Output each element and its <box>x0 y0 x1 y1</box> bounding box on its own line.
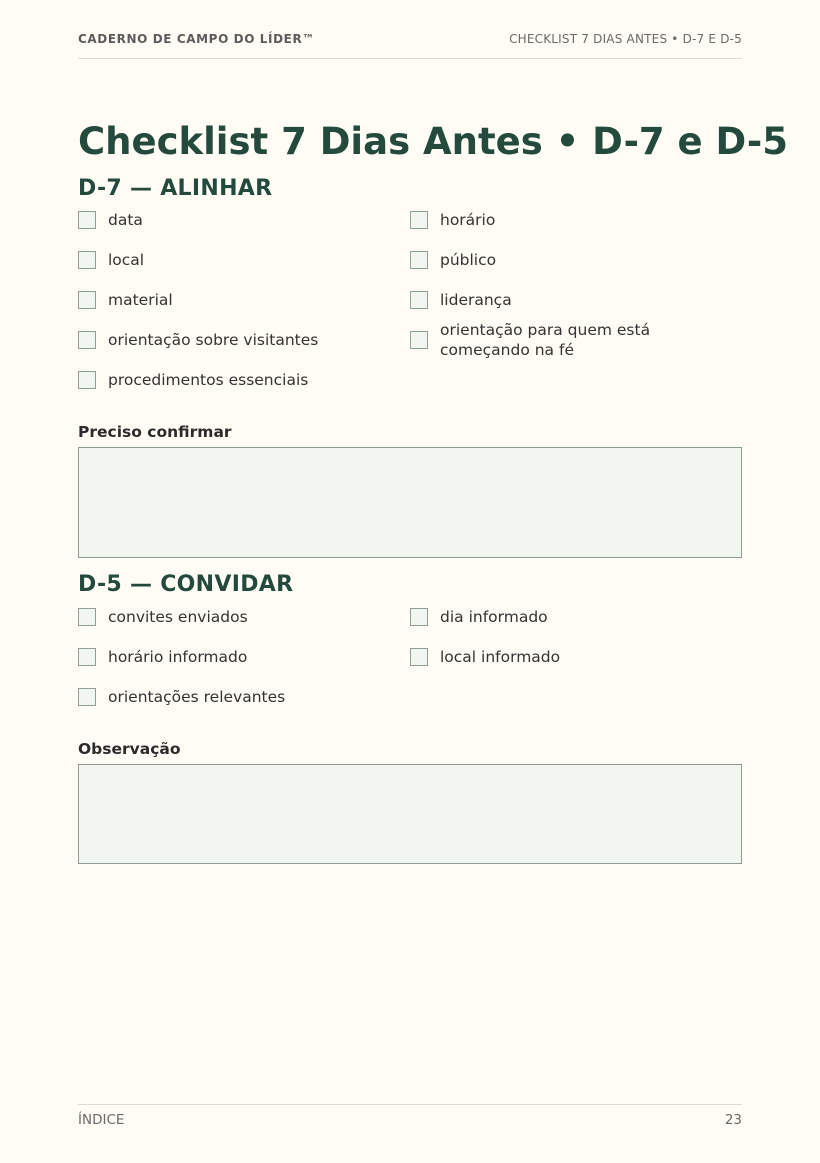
checklist-item-horario[interactable] <box>410 210 495 230</box>
page-title: Checklist 7 Dias Antes • D-7 e D-5 <box>78 120 789 163</box>
notes-field-preciso-confirmar[interactable] <box>78 447 742 558</box>
checklist-item-label: orientação sobre visitantes <box>108 331 319 349</box>
checkbox[interactable] <box>78 291 96 309</box>
checklist-item-procedimentos[interactable] <box>78 370 308 390</box>
page-footer <box>78 1104 742 1128</box>
notes-label-preciso-confirmar: Preciso confirmar <box>78 423 232 441</box>
checkbox[interactable] <box>410 291 428 309</box>
section-heading-d7: D-7 — ALINHAR <box>78 176 273 201</box>
checkbox[interactable] <box>78 371 96 389</box>
checklist-item-lideranca[interactable] <box>410 290 512 310</box>
checklist-item-data[interactable] <box>78 210 143 230</box>
checklist-item-label: orientações relevantes <box>108 688 286 706</box>
checklist-item-material[interactable] <box>78 290 173 310</box>
checklist-item-orientacao-visitantes[interactable] <box>78 330 318 350</box>
checklist-item-local[interactable] <box>78 250 144 270</box>
footer-index-link[interactable]: ÍNDICE <box>78 1112 125 1128</box>
checklist-item-label: horário <box>440 211 496 229</box>
checklist-item-publico[interactable] <box>410 250 496 270</box>
checkbox[interactable] <box>410 608 428 626</box>
checkbox[interactable] <box>410 331 428 349</box>
checklist-item-local-informado[interactable] <box>410 647 560 667</box>
checkbox[interactable] <box>78 331 96 349</box>
checklist-item-label: material <box>108 291 173 309</box>
checkbox[interactable] <box>78 648 96 666</box>
checklist-item-orientacoes[interactable] <box>78 687 285 707</box>
checklist-item-label: local <box>108 251 145 269</box>
checklist-item-horario-informado[interactable] <box>78 647 247 667</box>
checklist-item-label: procedimentos essenciais <box>108 371 309 389</box>
checklist-item-label: horário informado <box>108 648 248 666</box>
notes-label-observacao: Observação <box>78 740 181 758</box>
checklist-item-label: dia informado <box>440 608 548 626</box>
header-book-title: CADERNO DE CAMPO DO LÍDER™ <box>78 32 315 46</box>
section-heading-d5: D-5 — CONVIDAR <box>78 572 294 597</box>
page-header <box>78 32 742 59</box>
checkbox[interactable] <box>78 688 96 706</box>
checklist-item-label: liderança <box>440 291 512 309</box>
notes-field-observacao[interactable] <box>78 764 742 864</box>
checkbox[interactable] <box>78 608 96 626</box>
checkbox[interactable] <box>78 251 96 269</box>
checklist-item-label: público <box>440 251 497 269</box>
checklist-item-label: convites enviados <box>108 608 248 626</box>
checkbox[interactable] <box>410 251 428 269</box>
checkbox[interactable] <box>410 211 428 229</box>
checklist-item-label: local informado <box>440 648 561 666</box>
header-section-title: CHECKLIST 7 DIAS ANTES • D-7 E D-5 <box>509 32 742 46</box>
checkbox[interactable] <box>410 648 428 666</box>
checkbox[interactable] <box>78 211 96 229</box>
page-number: 23 <box>724 1112 742 1128</box>
checklist-item-label: data <box>108 211 143 229</box>
checklist-item-convites[interactable] <box>78 607 248 627</box>
checklist-item-orientacao-fe[interactable] <box>410 321 651 359</box>
checklist-item-label: orientação para quem está começando na fé <box>440 321 651 359</box>
checklist-item-dia[interactable] <box>410 607 548 627</box>
